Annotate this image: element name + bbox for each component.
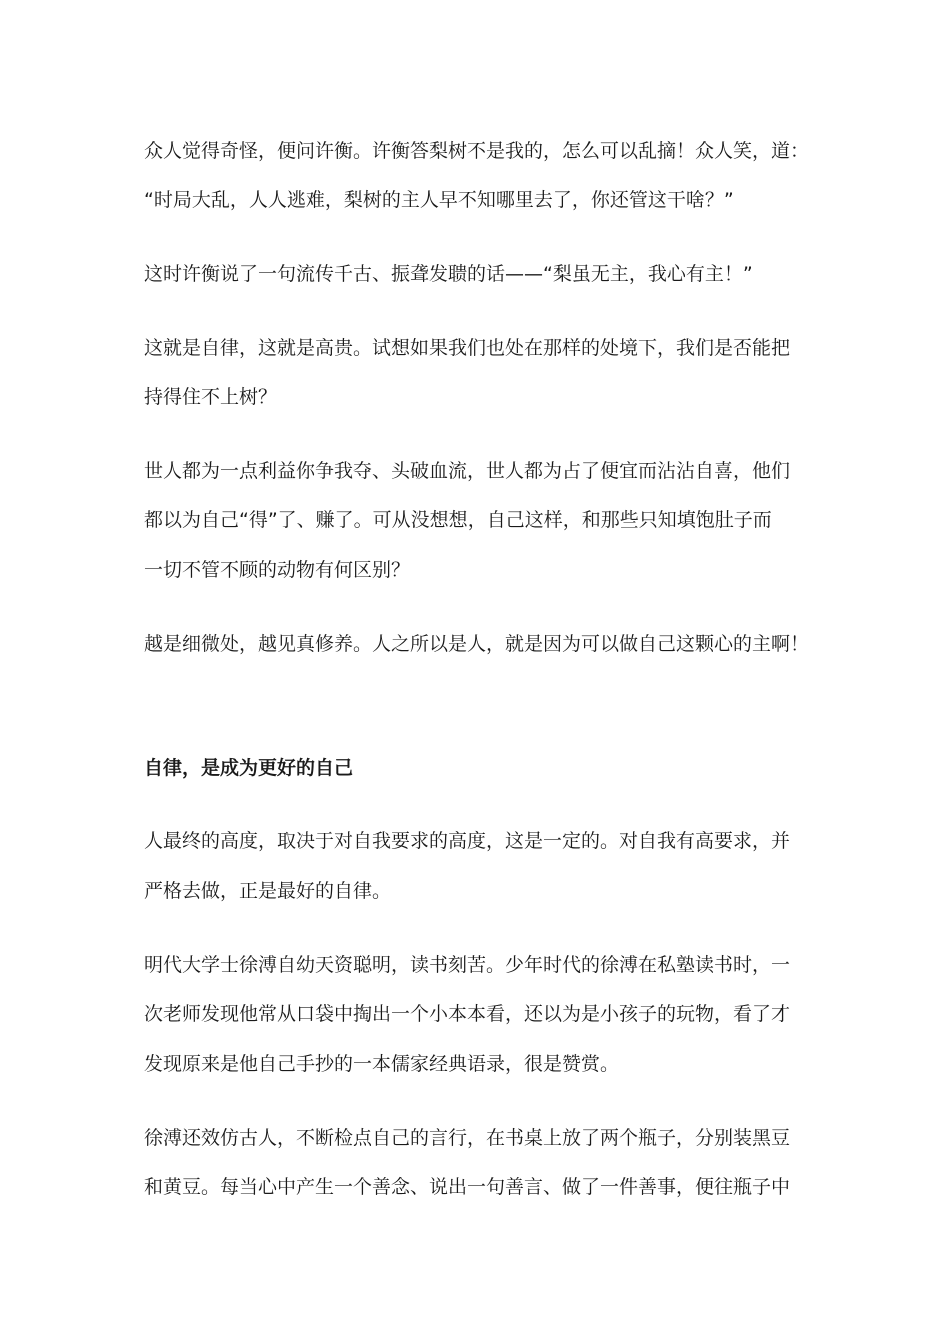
paragraph-4-line-3: 一切不管不顾的动物有何区别？: [144, 559, 411, 581]
paragraph-2-line-1: 这时许衡说了一句流传千古、振聋发聩的话——“梨虽无主，我心有主！”: [144, 263, 753, 285]
paragraph-4-line-1: 世人都为一点利益你争我夺、头破血流，世人都为占了便宜而沾沾自喜，他们: [144, 460, 791, 482]
section-paragraph-3-line-1: 徐溥还效仿古人，不断检点自己的言行，在书桌上放了两个瓶子，分别装黑豆: [144, 1127, 791, 1149]
paragraph-3-line-2: 持得住不上树？: [144, 386, 278, 408]
section-paragraph-2-line-2: 次老师发现他常从口袋中掏出一个小本本看，还以为是小孩子的玩物，看了才: [144, 1003, 791, 1025]
section-paragraph-2-line-3: 发现原来是他自己手抄的一本儒家经典语录，很是赞赏。: [144, 1053, 620, 1075]
paragraph-4-line-2: 都以为自己“得”了、赚了。可从没想想，自己这样，和那些只知填饱肚子而: [144, 509, 772, 531]
section-paragraph-1-line-2: 严格去做，正是最好的自律。: [144, 880, 392, 902]
paragraph-5-line-1: 越是细微处，越见真修养。人之所以是人，就是因为可以做自己这颗心的主啊！: [144, 633, 810, 655]
paragraph-1-line-2: “时局大乱，人人逃难，梨树的主人早不知哪里去了，你还管这干啥？”: [144, 189, 734, 211]
paragraph-3-line-1: 这就是自律，这就是高贵。试想如果我们也处在那样的处境下，我们是否能把: [144, 337, 791, 359]
section-paragraph-1-line-1: 人最终的高度，取决于对自我要求的高度，这是一定的。对自我有高要求，并: [144, 830, 791, 852]
paragraph-1-line-1: 众人觉得奇怪，便问许衡。许衡答梨树不是我的，怎么可以乱摘！众人笑，道：: [144, 140, 810, 162]
section-heading: 自律，是成为更好的自己: [144, 757, 354, 779]
section-paragraph-2-line-1: 明代大学士徐溥自幼天资聪明，读书刻苦。少年时代的徐溥在私塾读书时，一: [144, 954, 791, 976]
section-paragraph-3-line-2: 和黄豆。每当心中产生一个善念、说出一句善言、做了一件善事，便往瓶子中: [144, 1176, 791, 1198]
